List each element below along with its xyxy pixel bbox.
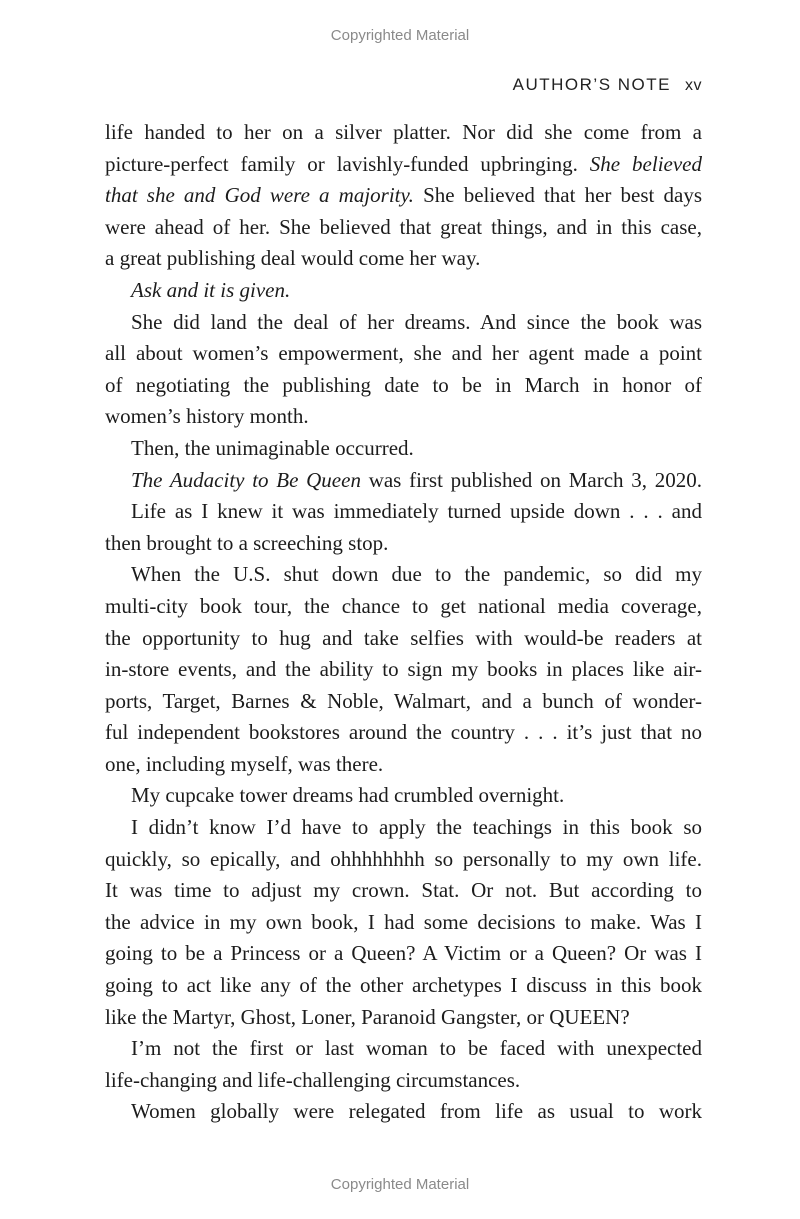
italic-span: Ask and it is given. <box>131 277 291 302</box>
text-line: ful independent bookstores around the country . . . it’s just that no <box>105 720 702 745</box>
text-line: Then, the unimaginable occurred. <box>131 435 414 460</box>
text-line: life-changing and life-challenging circumstances. <box>105 1067 521 1092</box>
text-line: then brought to a screeching stop. <box>105 530 389 555</box>
italic-span: She believed <box>589 151 702 176</box>
copyright-watermark-bottom: Copyrighted Material <box>330 1176 470 1193</box>
text-line: quickly, so epically, and ohhhhhhhh so personally to my own life. <box>105 846 702 871</box>
text-line: in-store events, and the ability to sign my books in places like air- <box>105 657 702 682</box>
text-line: the opportunity to hug and take selfies with would-be readers at <box>105 625 702 650</box>
text-line <box>105 180 702 212</box>
text-line: ports, Target, Barnes & Noble, Walmart, and a bunch of wonder- <box>105 688 702 713</box>
text-line: She did land the deal of her dreams. And since the book was <box>131 309 702 334</box>
italic-span: that she and God were a majority. <box>105 183 414 208</box>
chapter-title: AUTHOR’S NOTE <box>512 75 671 94</box>
text-line: the advice in my own book, I had some decisions to make. Was I <box>105 909 702 934</box>
text-line <box>105 465 702 497</box>
text-line: I didn’t know I’d have to apply the teachings in this book so <box>131 815 702 840</box>
text-line: Life as I knew it was immediately turned upside down . . . and <box>131 499 702 524</box>
text-line: Women globally were relegated from life as usual to work <box>131 1099 702 1124</box>
running-head <box>513 75 702 95</box>
text-line: It was time to adjust my crown. Stat. Or not. But according to <box>105 878 702 903</box>
page-number: xv <box>685 77 702 94</box>
text-line: of negotiating the publishing date to be in March in honor of <box>105 372 702 397</box>
copyright-watermark-top: Copyrighted Material <box>330 27 470 44</box>
text-span: picture-perfect family or lavishly-funded upbringing. <box>105 151 578 176</box>
text-line: women’s history month. <box>105 404 309 429</box>
text-line: multi-city book tour, the chance to get national media coverage, <box>105 593 702 618</box>
text-line: were ahead of her. She believed that great things, and in this case, <box>105 214 702 239</box>
text-line: life handed to her on a silver platter. Nor did she come from a <box>105 120 702 144</box>
body-text <box>105 117 702 1128</box>
text-span: She believed that her best days <box>423 183 702 208</box>
text-line: all about women’s empowerment, she and her agent made a point <box>105 341 702 366</box>
italic-span: The Audacity to Be Queen <box>131 467 361 492</box>
text-line: a great publishing deal would come her way. <box>105 246 481 271</box>
text-span: was first published on March 3, 2020. <box>368 467 702 492</box>
text-line: like the Martyr, Ghost, Loner, Paranoid Gangster, or QUEEN? <box>105 1004 630 1029</box>
text-line <box>105 149 702 181</box>
text-line: I’m not the first or last woman to be faced with unexpected <box>131 1036 702 1061</box>
text-line: When the U.S. shut down due to the pandemic, so did my <box>131 562 702 587</box>
text-line: My cupcake tower dreams had crumbled overnight. <box>131 783 565 808</box>
text-line <box>105 275 702 307</box>
text-line: going to be a Princess or a Queen? A Victim or a Queen? Or was I <box>105 941 702 966</box>
text-line: one, including myself, was there. <box>105 751 384 776</box>
text-line: going to act like any of the other archetypes I discuss in this book <box>105 973 702 998</box>
